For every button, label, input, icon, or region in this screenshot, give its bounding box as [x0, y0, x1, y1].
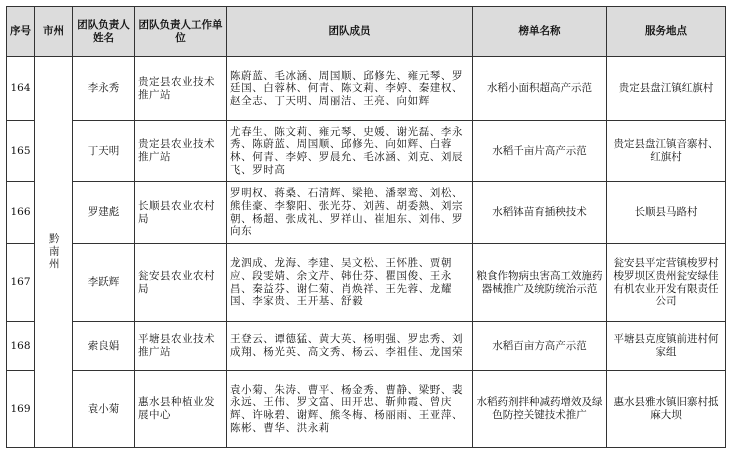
list-name: 水稻百亩方高产示范 [473, 322, 607, 371]
row-number: 168 [7, 322, 35, 371]
table-row [7, 182, 726, 244]
leader-unit: 长顺县农业农村局 [135, 182, 227, 244]
service-location: 瓮安县平定营镇梭罗村梭罗坝区贵州瓮安绿佳有机农业开发有限责任公司 [607, 244, 726, 322]
header-no: 序号 [7, 7, 35, 57]
leader-name: 李跃辉 [73, 244, 135, 322]
table-row [7, 244, 726, 322]
service-location: 平塘县克度镇前进村何家组 [607, 322, 726, 371]
header-city: 市州 [35, 7, 73, 57]
leader-name: 李永秀 [73, 57, 135, 121]
header-location: 服务地点 [607, 7, 726, 57]
list-name: 水稻千亩片高产示范 [473, 121, 607, 182]
leader-unit: 贵定县农业技术推广站 [135, 57, 227, 121]
leader-unit: 惠水县种植业发展中心 [135, 371, 227, 448]
team-members: 龙泗成、龙海、李建、吴文松、王怀胜、贾朝应、段雯婧、余文芹、韩仕芬、瞿国俊、王永昌、秦益芬、谢仁菊、肖焕祥、王先蓉、龙耀国、李家贵、王开基、舒毅 [227, 244, 473, 322]
header-unit: 团队负责人工作单位 [135, 7, 227, 57]
list-name: 水稻钵苗育插秧技术 [473, 182, 607, 244]
team-members: 罗明权、蒋桑、石清辉、梁艳、潘翠鸾、刘松、熊佳豪、李黎阳、张光芬、刘茜、胡委熱、刘宗朝、杨超、张成礼、罗祥山、崔旭东、刘伟、罗向东 [227, 182, 473, 244]
service-location: 惠水县雅水镇旧寨村抵麻大坝 [607, 371, 726, 448]
row-number: 166 [7, 182, 35, 244]
leader-unit: 平塘县农业技术推广站 [135, 322, 227, 371]
table-row [7, 371, 726, 448]
service-location: 贵定县盘江镇音寨村、红旗村 [607, 121, 726, 182]
header-row [7, 7, 726, 57]
team-members: 王登云、谭德猛、黄大英、杨明强、罗忠秀、刘成翔、杨光英、高文秀、杨云、李祖佳、龙国荣 [227, 322, 473, 371]
row-number: 164 [7, 57, 35, 121]
team-table [6, 6, 726, 448]
team-members: 尤春生、陈文莉、雍元琴、史媛、谢光磊、李永秀、陈蔚蓝、周国顺、邱修先、向如辉、白蓉林、何青、李婷、罗晨允、毛冰涵、刘克、刘辰飞、罗时高 [227, 121, 473, 182]
row-number: 169 [7, 371, 35, 448]
leader-name: 罗建彪 [73, 182, 135, 244]
row-number: 165 [7, 121, 35, 182]
row-number: 167 [7, 244, 35, 322]
leader-unit: 瓮安县农业农村局 [135, 244, 227, 322]
header-leader: 团队负责人姓名 [73, 7, 135, 57]
city-cell: 黔南州 [35, 57, 73, 448]
leader-name: 索良娟 [73, 322, 135, 371]
service-location: 贵定县盘江镇红旗村 [607, 57, 726, 121]
leader-name: 丁天明 [73, 121, 135, 182]
team-members: 袁小菊、朱涛、曹平、杨金秀、曹静、梁野、裴永远、王伟、罗文富、田开忠、靳帅霞、曾庆辉、许咏碧、谢辉、熊冬梅、杨丽雨、王亚萍、陈彬、曹华、洪永莉 [227, 371, 473, 448]
list-name: 水稻小面积超高产示范 [473, 57, 607, 121]
table-row [7, 57, 726, 121]
header-members: 团队成员 [227, 7, 473, 57]
service-location: 长顺县马路村 [607, 182, 726, 244]
leader-name: 袁小菊 [73, 371, 135, 448]
team-members: 陈蔚蓝、毛冰涵、周国顺、邱修先、雍元琴、罗廷国、白蓉林、何青、陈文莉、李婷、秦建权、赵全志、丁天明、周丽洁、王亮、向如辉 [227, 57, 473, 121]
leader-unit: 贵定县农业技术推广站 [135, 121, 227, 182]
table-row [7, 322, 726, 371]
list-name: 粮食作物病虫害高工效施药器械推广及统防统治示范 [473, 244, 607, 322]
header-list: 榜单名称 [473, 7, 607, 57]
list-name: 水稻药剂拌种减药增效及绿色防控关键技术推广 [473, 371, 607, 448]
table-row [7, 121, 726, 182]
